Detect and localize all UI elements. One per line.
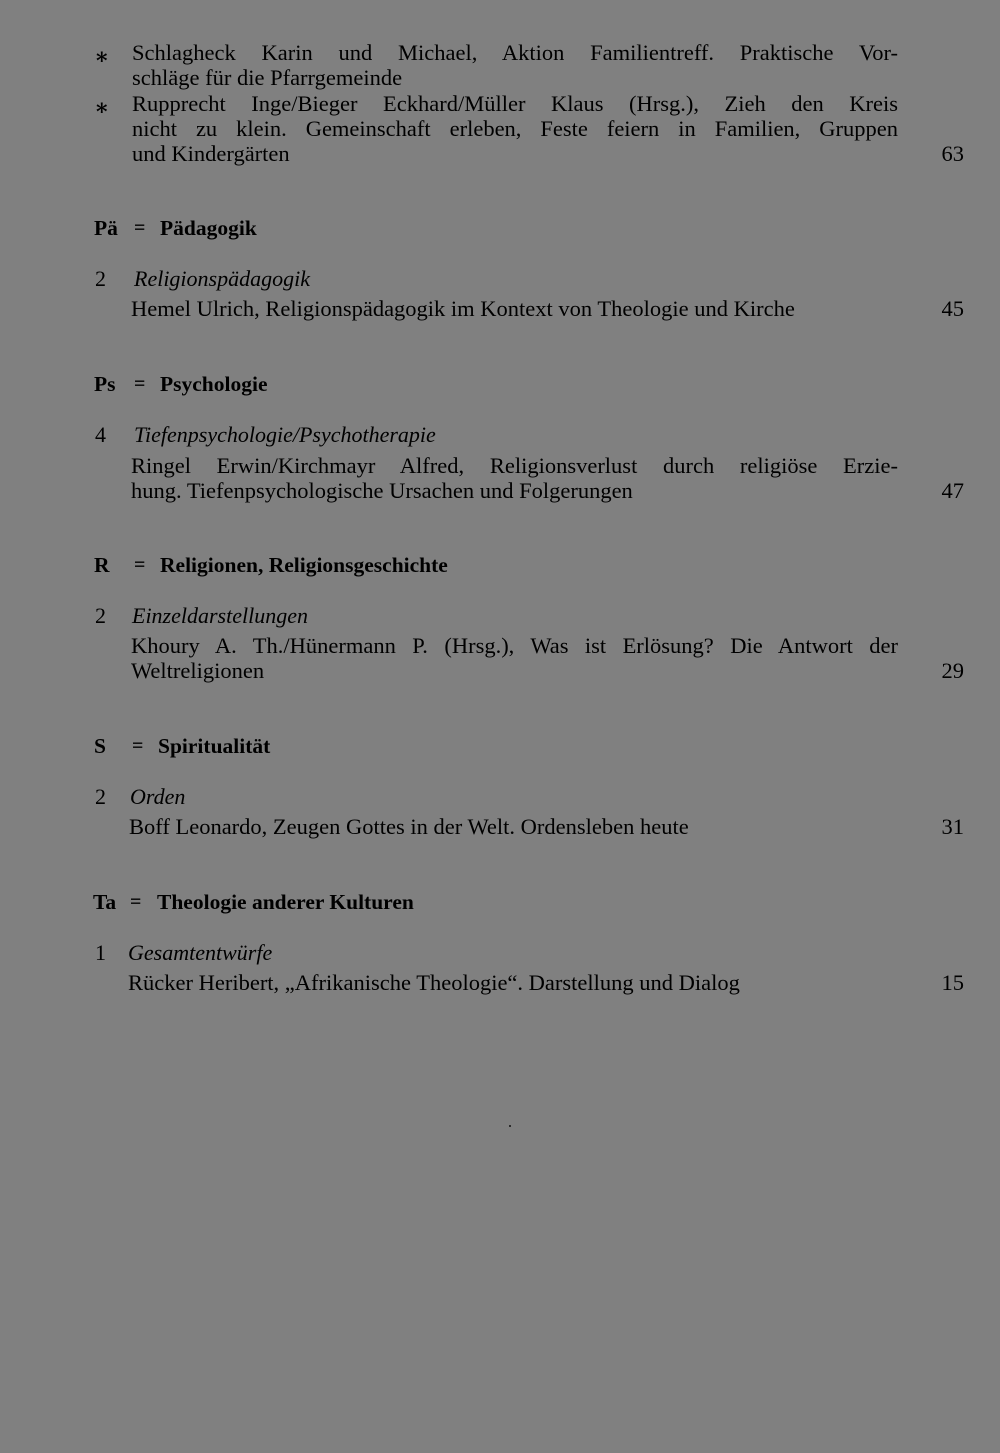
subsection-number: 2 [95,603,106,628]
section-title: Spiritualität [158,734,271,758]
entry-text-line: Hemel Ulrich, Religionspädagogik im Kontext von Theologie und Kirche [131,296,795,321]
entry-text-line: Rupprecht Inge/Bieger Eckhard/Müller Klaus (Hrsg.), Zieh den Kreis [132,91,898,116]
section-code: Pä [94,216,118,240]
entry-text-line: Rücker Heribert, „Afrikanische Theologie“. Darstellung und Dialog [128,970,740,995]
section-title: Religionen, Religionsgeschichte [160,553,448,577]
entry-text-line: Boff Leonardo, Zeugen Gottes in der Welt. Ordensleben heute [129,814,689,839]
section-equals: = [132,735,144,757]
page-number: 31 [941,814,964,839]
section-title: Theologie anderer Kulturen [157,890,414,914]
page-number: 47 [941,478,964,503]
entry-text-line: Schlagheck Karin und Michael, Aktion Familientreff. Praktische Vor- [132,40,898,65]
entry-text-line: schläge für die Pfarrgemeinde [132,65,403,90]
section-title: Pädagogik [160,216,257,240]
entry-text-line: Weltreligionen [131,658,265,683]
subsection-title: Gesamtentwürfe [128,940,273,965]
subsection-title: Orden [130,784,186,809]
subsection-title: Religionspädagogik [134,266,310,291]
subsection-number: 2 [95,784,106,809]
page-number: 15 [941,970,964,995]
scan-speck [509,1125,511,1127]
entry-text-line: und Kindergärten [132,141,290,166]
section-code: R [94,553,110,577]
entry-text-line: nicht zu klein. Gemeinschaft erleben, Feste feiern in Familien, Gruppen [132,116,898,141]
section-equals: = [134,554,146,576]
section-equals: = [134,217,146,239]
section-code: Ta [93,890,117,914]
entry-text-line: hung. Tiefenpsychologische Ursachen und Folgerungen [131,478,633,503]
section-equals: = [134,373,146,395]
bullet-asterisk: ⁎ [96,93,108,118]
section-equals: = [130,891,142,913]
page-number: 29 [941,658,964,683]
subsection-number: 1 [95,940,106,965]
subsection-number: 4 [95,422,106,447]
subsection-number: 2 [95,266,106,291]
page-number: 45 [941,296,964,321]
section-code: Ps [94,372,116,396]
bullet-asterisk: ⁎ [96,42,108,67]
section-code: S [94,734,106,758]
page-number: 63 [941,141,964,166]
subsection-title: Einzeldarstellungen [132,603,308,628]
entry-text-line: Ringel Erwin/Kirchmayr Alfred, Religionsverlust durch religiöse Erzie- [131,453,898,478]
section-title: Psychologie [160,372,268,396]
entry-text-line: Khoury A. Th./Hünermann P. (Hrsg.), Was ist Erlösung? Die Antwort der [131,633,898,658]
subsection-title: Tiefenpsychologie/Psychotherapie [134,422,436,447]
